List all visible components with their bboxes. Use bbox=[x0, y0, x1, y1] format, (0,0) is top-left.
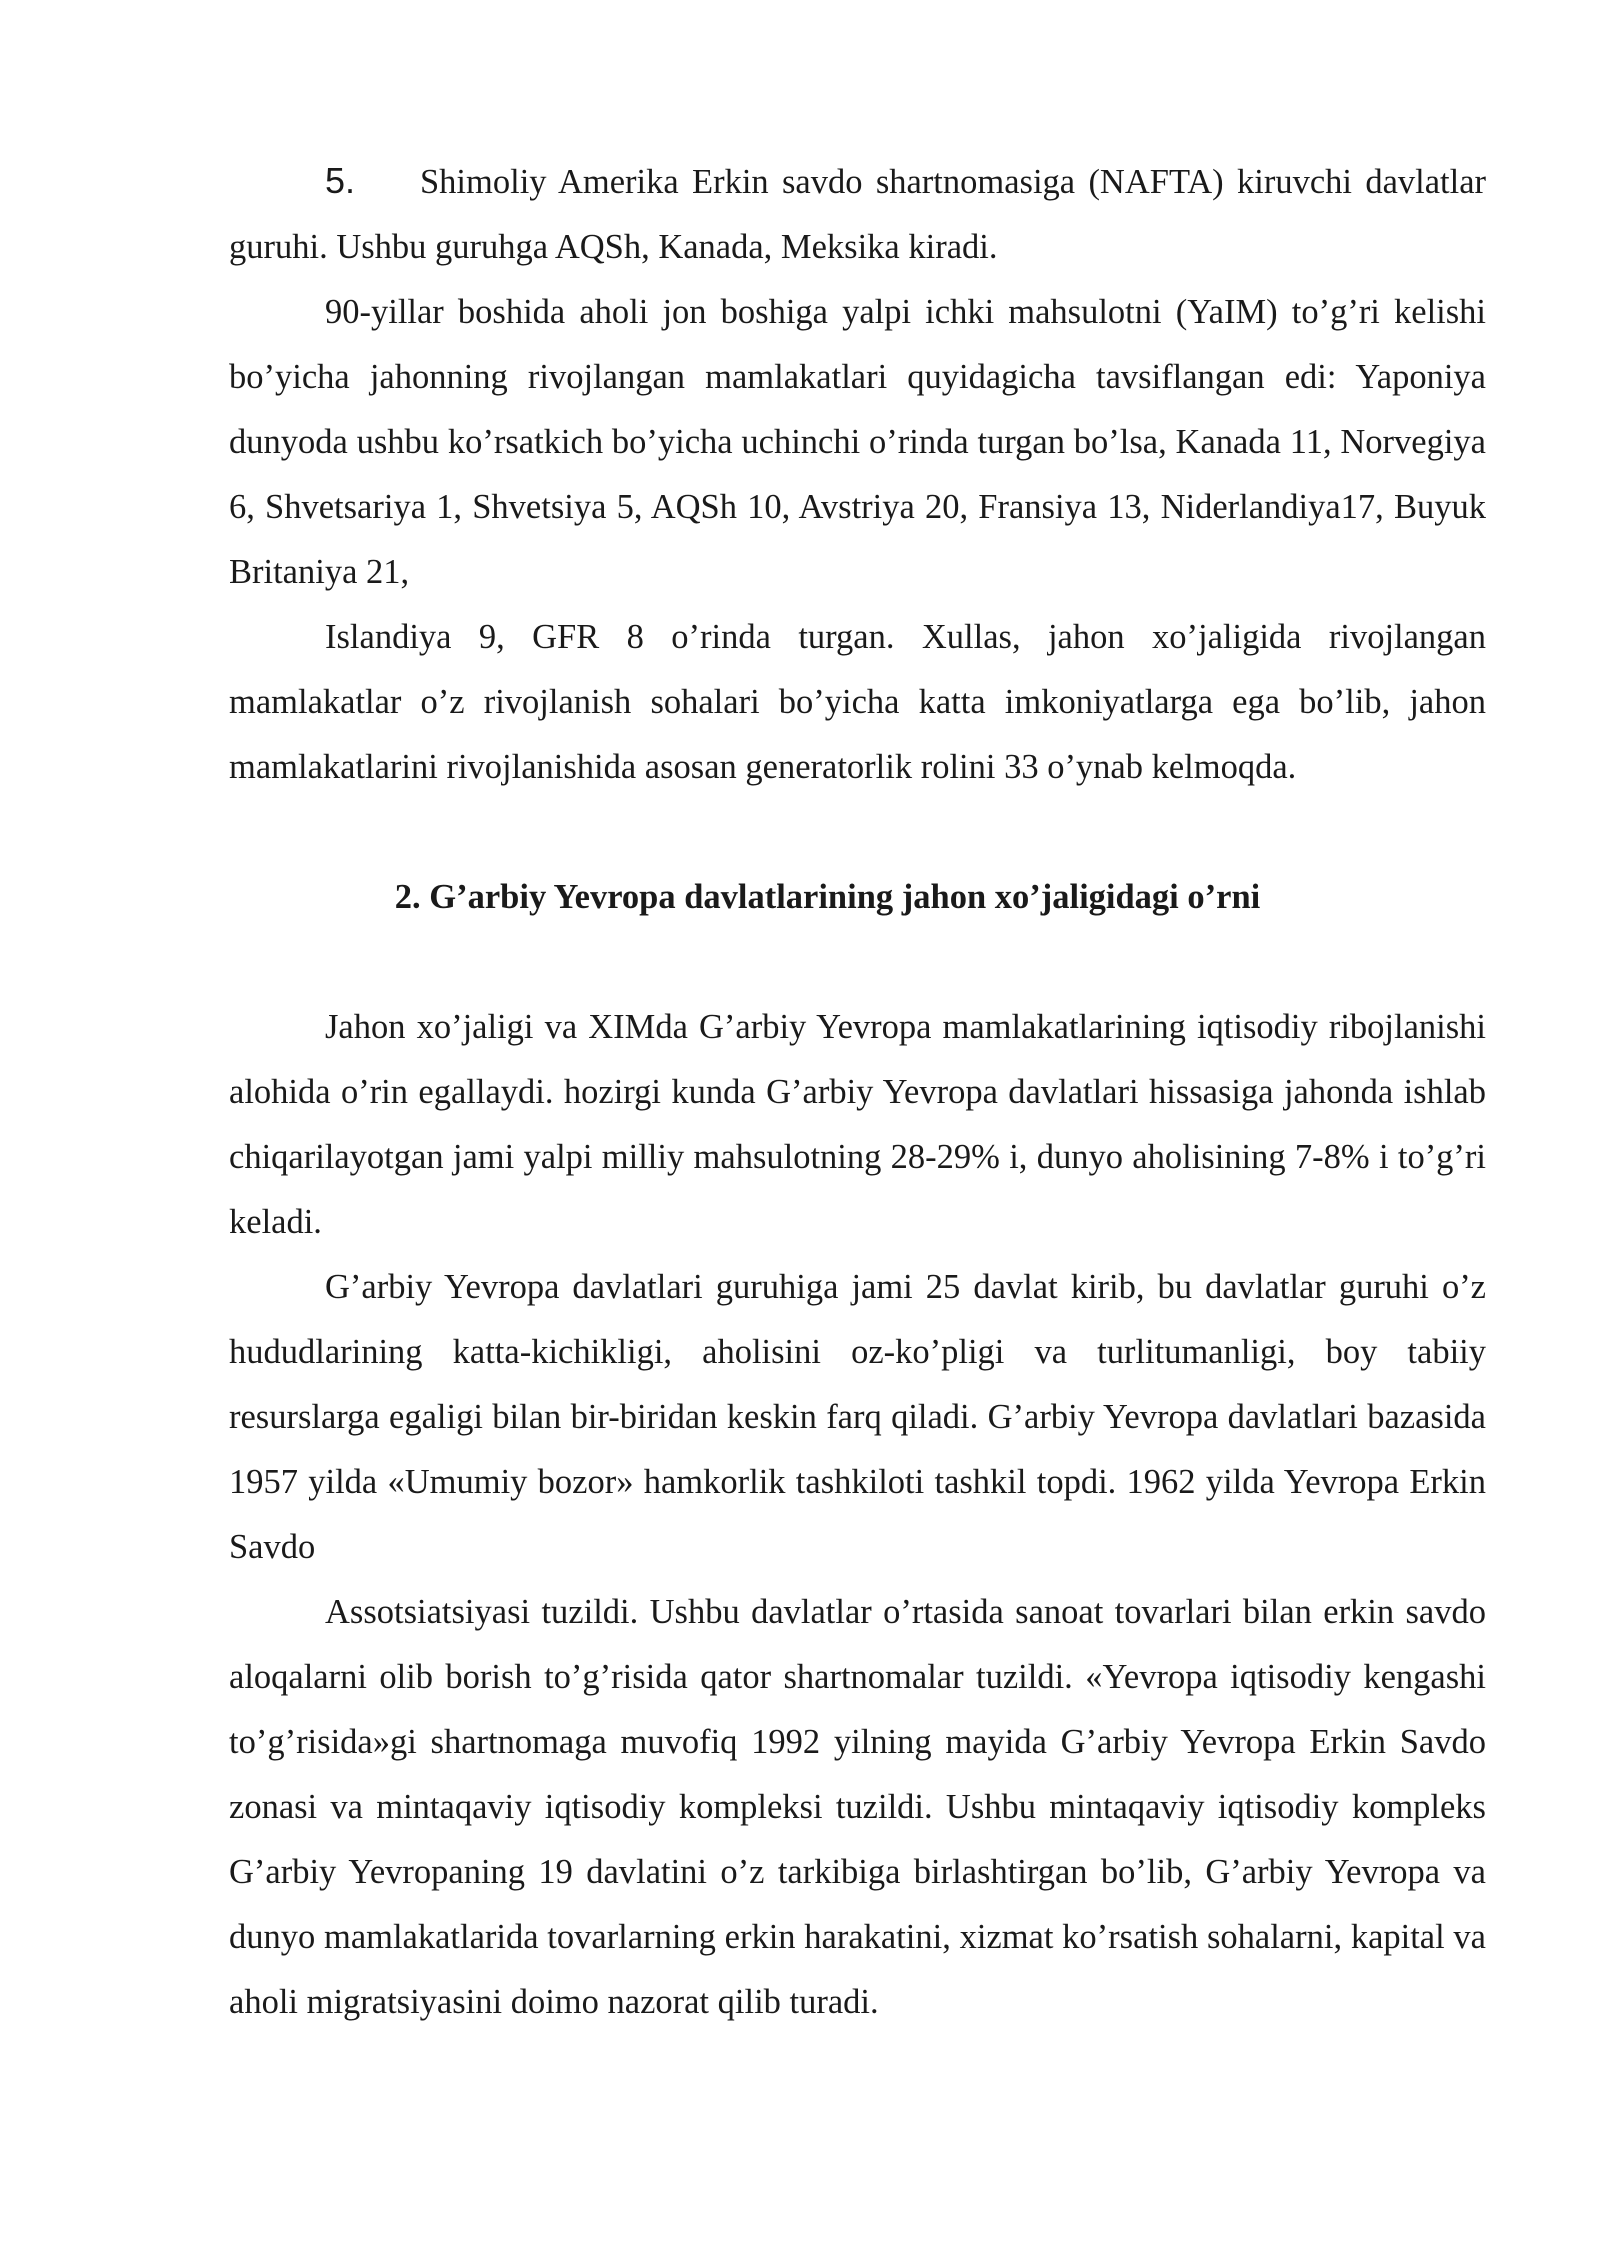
section-heading-text: 2. G’arbiy Yevropa davlatlarining jahon xo’jaligidagi o’rni bbox=[394, 878, 1261, 916]
document-body bbox=[229, 148, 1486, 2035]
paragraph-developed-countries: Islandiya 9, GFR 8 o’rinda turgan. Xullas, jahon xo’jaligida rivojlangan mamlakatlar o’z rivojlanish sohalari bo’yicha katta imkoniyatlarga ega bo’lib, jahon mamlakatlarini rivojlanishida asosan generatorlik rolini 33 o’ynab kelmoqda. bbox=[229, 618, 1486, 786]
paragraph-western-europe-share: Jahon xo’jaligi va XIMda G’arbiy Yevropa mamlakatlarining iqtisodiy ribojlanishi alohida o’rin egallaydi. hozirgi kunda G’arbiy Yevropa davlatlari hissasiga jahonda ishlab chiqarilayotgan jami yalpi milliy mahsulotning 28-29% i, dunyo aholisining 7-8% i to’g’ri keladi. bbox=[229, 1008, 1486, 1241]
paragraph-western-europe-group: G’arbiy Yevropa davlatlari guruhiga jami 25 davlat kirib, bu davlatlar guruhi o’z hududlarining katta-kichikligi, aholisini oz-ko’pligi va turlitumanligi, boy tabiiy resurslarga egaligi bilan bir-biridan keskin farq qiladi. G’arbiy Yevropa davlatlari bazasida 1957 yilda «Umumiy bozor» hamkorlik tashkiloti tashkil topdi. 1962 yilda Yevropa Erkin Savdo bbox=[229, 1268, 1486, 1566]
list-item-number: 5. bbox=[325, 160, 356, 201]
paragraph-free-trade-association: Assotsiatsiyasi tuzildi. Ushbu davlatlar o’rtasida sanoat tovarlari bilan erkin savdo aloqalarni olib borish to’g’risida qator shartnomalar tuzildi. «Yevropa iqtisodiy kengashi to’g’risida»gi shartnomaga muvofiq 1992 yilning mayida G’arbiy Yevropa Erkin Savdo zonasi va mintaqaviy iqtisodiy kompleksi tuzildi. Ushbu mintaqaviy iqtisodiy kompleks G’arbiy Yevropaning 19 davlatini o’z tarkibiga birlashtirgan bo’lib, G’arbiy Yevropa va dunyo mamlakatlarida tovarlarning erkin harakatini, xizmat ko’rsatish sohalarni, kapital va aholi migratsiyasini doimo nazorat qilib turadi. bbox=[229, 1593, 1486, 2021]
list-item-nafta bbox=[229, 148, 1486, 280]
paragraph-gdp-ranking: 90-yillar boshida aholi jon boshiga yalpi ichki mahsulotni (YaIM) to’g’ri kelishi bo’yicha jahonning rivojlangan mamlakatlari quyidagicha tavsiflangan edi: Yaponiya dunyoda ushbu ko’rsatkich bo’yicha uchinchi o’rinda turgan bo’lsa, Kanada 11, Norvegiya 6, Shvetsariya 1, Shvetsiya 5, AQSh 10, Avstriya 20, Fransiya 13, Niderlandiya17, Buyuk Britaniya 21, bbox=[229, 293, 1486, 591]
section-heading bbox=[229, 865, 1486, 930]
list-item-text: Shimoliy Amerika Erkin savdo shartnomasiga (NAFTA) kiruvchi davlatlar guruhi. Ushbu guruhga AQSh, Kanada, Meksika kiradi. bbox=[229, 163, 1486, 266]
